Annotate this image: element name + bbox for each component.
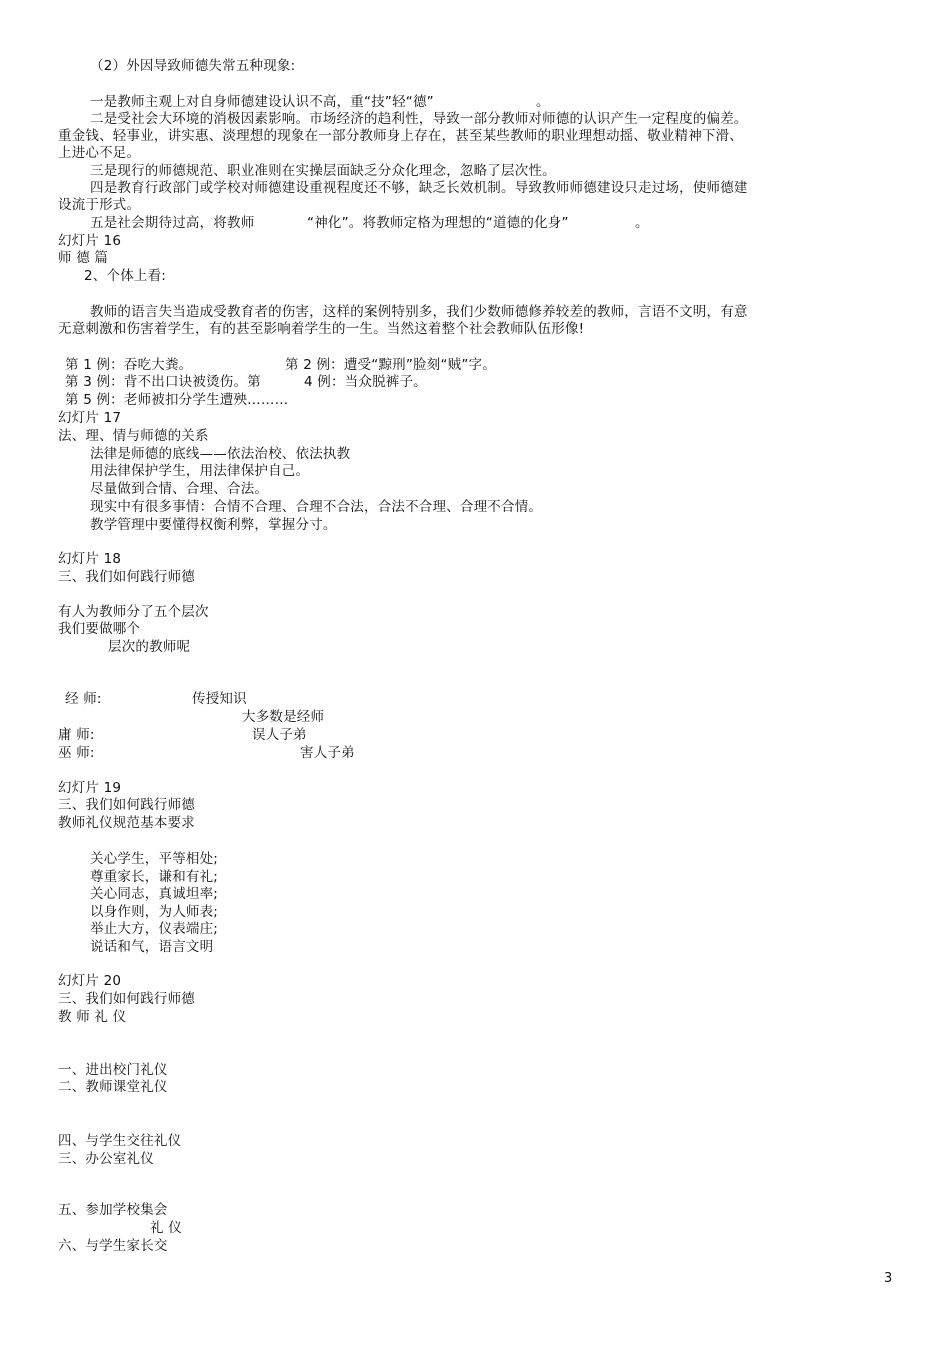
case-item: 第 1 例：吞吃大粪。 (65, 357, 193, 373)
list-item: 用法律保护学生，用法律保护自己。 (90, 463, 310, 479)
list-item: 以身作则，为人师表; (90, 904, 219, 920)
case-item: 4 例：当众脱裤子。 (304, 374, 427, 390)
slide-label: 幻灯片 20 (58, 973, 122, 989)
sub-heading: 教师礼仪规范基本要求 (58, 815, 195, 831)
level-label: 经 师: (65, 691, 102, 707)
level-label: 庸 师: (58, 727, 95, 743)
paragraph-line: 一是教师主观上对自身师德建设认识不高，重“技”轻“德” (90, 94, 434, 110)
list-item: 四、与学生交往礼仪 (58, 1133, 182, 1149)
slide-title: 三、我们如何践行师德 (58, 991, 195, 1007)
slide-label: 幻灯片 19 (58, 780, 122, 796)
slide-title: 三、我们如何践行师德 (58, 569, 195, 585)
list-item: 五、参加学校集会 (58, 1202, 168, 1218)
level-desc: 传授知识 (192, 691, 247, 707)
slide-title: 师 德 篇 (58, 250, 109, 266)
paragraph-line: 。 (536, 94, 550, 110)
paragraph-line: 四是教育行政部门或学校对师德建设重视程度还不够，缺乏长效机制。导致教师师德建设只走过场，使师德建 (90, 180, 748, 196)
paragraph-line: 。 (635, 215, 649, 231)
level-desc: 害人子弟 (300, 745, 355, 761)
slide-label: 幻灯片 17 (58, 410, 122, 426)
list-item: 二、教师课堂礼仪 (58, 1079, 168, 1095)
paragraph-line: 设流于形式。 (58, 197, 141, 213)
list-item: 尊重家长，谦和有礼; (90, 869, 219, 885)
paragraph-line: 有人为教师分了五个层次 (58, 604, 209, 620)
slide-title: 法、理、情与师德的关系 (58, 428, 209, 444)
paragraph-line: 五是社会期待过高，将教师 (90, 215, 255, 231)
paragraph-line: 教师的语言失当造成受教育者的伤害，这样的案例特别多，我们少数师德修养较差的教师，言语不文明，有意 (90, 304, 748, 320)
level-label: 巫 师: (58, 745, 95, 761)
sub-heading: 教 师 礼 仪 (58, 1009, 127, 1025)
paragraph-line: 我们要做哪个 (58, 621, 141, 637)
paragraph-line: 层次的教师呢 (108, 639, 191, 655)
paragraph-line: 三是现行的师德规范、职业准则在实操层面缺乏分众化理念，忽略了层次性。 (90, 163, 556, 179)
list-item: 六、与学生家长交 (58, 1238, 168, 1254)
list-item: 举止大方，仪表端庄; (90, 921, 219, 937)
list-item: 尽量做到合情、合理、合法。 (90, 481, 269, 497)
case-item: 第 2 例：遭受“黥刑”脸刻“贼”字。 (285, 357, 496, 373)
page-number: 3 (884, 1271, 893, 1286)
slide-title: 三、我们如何践行师德 (58, 797, 195, 813)
section-heading: （2）外因导致师德失常五种现象: (90, 58, 296, 74)
slide-label: 幻灯片 18 (58, 551, 122, 567)
case-item: 第 5 例：老师被扣分学生遭殃……… (65, 392, 289, 408)
sub-heading: 2、个体上看: (84, 268, 167, 284)
list-item: 说话和气，语言文明 (90, 939, 214, 955)
paragraph-line: 无意刺激和伤害着学生，有的甚至影响着学生的一生。当然这着整个社会教师队伍形像! (58, 321, 585, 337)
list-item: 关心学生，平等相处; (90, 851, 219, 867)
list-item: 一、进出校门礼仪 (58, 1062, 168, 1078)
list-item: 现实中有很多事情：合情不合理、合理不合法，合法不合理、合理不合情。 (90, 499, 543, 515)
list-item: 关心同志，真诚坦率; (90, 886, 219, 902)
paragraph-line: 上进心不足。 (58, 145, 141, 161)
level-desc: 大多数是经师 (242, 709, 325, 725)
list-item: 教学管理中要懂得权衡利弊，掌握分寸。 (90, 517, 337, 533)
level-desc: 误人子弟 (252, 727, 307, 743)
list-item: 三、办公室礼仪 (58, 1151, 154, 1167)
slide-label: 幻灯片 16 (58, 233, 122, 249)
case-item: 第 3 例：背不出口诀被烫伤。第 (65, 374, 261, 390)
list-item: 礼 仪 (150, 1220, 182, 1236)
paragraph-line: 重金钱、轻事业，讲实惠、淡理想的现象在一部分教师身上存在，甚至某些教师的职业理想动摇、敬业精神下滑、 (58, 128, 743, 144)
list-item: 法律是师德的底线——依法治校、依法执教 (90, 446, 351, 462)
paragraph-line: 二是受社会大环境的消极因素影响。市场经济的趋利性，导致一部分教师对师德的认识产生一定程度的偏差。 (90, 111, 748, 127)
paragraph-line: “神化”。将教师定格为理想的“道德的化身” (307, 215, 569, 231)
